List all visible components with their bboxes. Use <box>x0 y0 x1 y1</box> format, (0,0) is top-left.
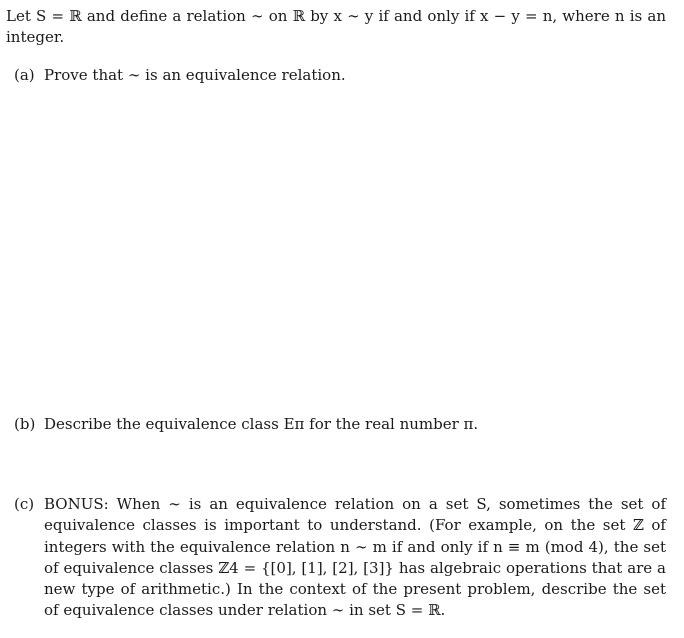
part-c-label: (c) <box>14 495 35 513</box>
part-a-label: (a) <box>14 66 35 84</box>
part-c <box>14 494 666 622</box>
part-a-text: Prove that ∼ is an equivalence relation. <box>44 66 346 84</box>
part-b <box>14 414 666 435</box>
part-c-text: BONUS: When ∼ is an equivalence relation on a set S, sometimes the set of equivalence classes is important to understand. (For example, on the set ℤ of integers with the equivalence relation n ∼ m if and only if n ≡ m (mod 4), the set of equivalence classes ℤ4 = {[0], [1], [2], [3]} has algebraic operations that are a new type of arithmetic.) In the context of the present problem, describe the set of equivalence classes under relation ∼ in set S = ℝ. <box>44 495 666 620</box>
problem-statement: Let S = ℝ and define a relation ∼ on ℝ by x ∼ y if and only if x − y = n, where n is an integer. <box>6 7 666 46</box>
part-b-label: (b) <box>14 415 36 433</box>
part-b-text: Describe the equivalence class Eπ for the real number π. <box>44 415 479 433</box>
part-a <box>14 65 666 86</box>
